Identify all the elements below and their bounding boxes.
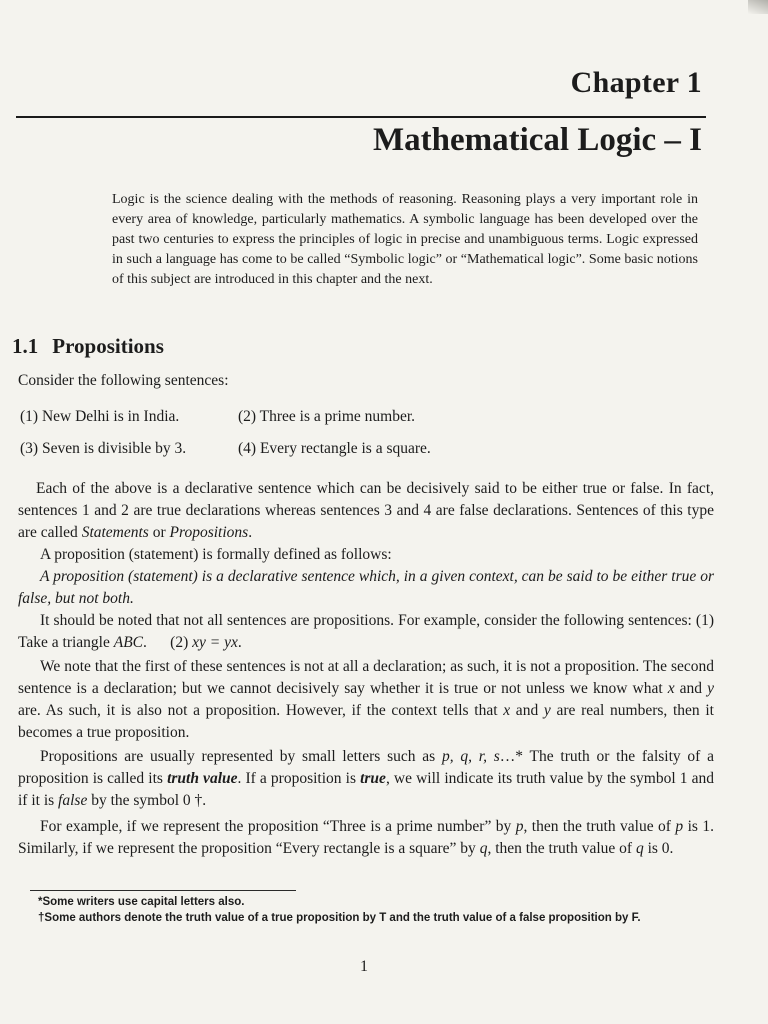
section-number: 1.1 bbox=[12, 334, 39, 358]
chapter-divider bbox=[16, 116, 706, 118]
paragraph-definition: A proposition (statement) is a declarative sentence which, in a given context, can be said to be either true or false, but not both. bbox=[18, 568, 714, 607]
paragraph-definition-intro: A proposition (statement) is formally defined as follows: bbox=[40, 546, 392, 563]
text-run: . (2) bbox=[143, 634, 193, 651]
math-term: ABC bbox=[113, 634, 144, 651]
example-sentence: (2) Three is a prime number. bbox=[238, 408, 416, 425]
text-run: are real numbers, then it becomes a true proposition. bbox=[18, 702, 714, 741]
footnote-divider bbox=[30, 890, 296, 891]
term-true: true bbox=[360, 770, 386, 787]
text-run: are. As such, it is also not a proposition. However, if the context tells that bbox=[18, 702, 504, 719]
paragraph-declarative bbox=[18, 478, 714, 544]
math-term: x bbox=[503, 702, 511, 719]
text-run: . If a proposition is bbox=[237, 770, 361, 787]
text-run: is 0. bbox=[643, 840, 674, 857]
text-run: . bbox=[237, 634, 242, 651]
paragraph-truth-value bbox=[18, 746, 714, 812]
section-lead: Consider the following sentences: bbox=[18, 372, 229, 389]
paragraph-not-propositions bbox=[18, 610, 714, 654]
math-term: p bbox=[515, 818, 524, 835]
term-statements: Statements bbox=[81, 524, 149, 541]
paragraph-example bbox=[18, 816, 714, 860]
example-sentence: (3) Seven is divisible by 3. bbox=[20, 440, 187, 457]
chapter-label: Chapter 1 bbox=[570, 66, 702, 99]
math-term: xy = yx bbox=[192, 634, 238, 651]
text-run: We note that the first of these sentences is not at all a declaration; as such, it is not a proposition. The second sentence is a declaration; but we cannot decisively say whether it is true or not unless we know what bbox=[18, 658, 714, 697]
paragraph-analysis bbox=[18, 656, 714, 744]
text-run: , we will indicate its truth value by the symbol 1 and if it is bbox=[18, 770, 714, 809]
example-sentence: (1) New Delhi is in India. bbox=[20, 408, 180, 425]
text-run: , then the truth value of bbox=[487, 840, 636, 857]
term-propositions: Propositions bbox=[169, 524, 249, 541]
footnote: †Some authors denote the truth value of a true proposition by T and the truth value of a false proposition by F. bbox=[38, 912, 641, 924]
math-term: q bbox=[635, 840, 644, 857]
text-run: . bbox=[248, 524, 253, 541]
term-false: false bbox=[58, 792, 88, 809]
math-term: q bbox=[479, 840, 488, 857]
intro-paragraph: Logic is the science dealing with the methods of reasoning. Reasoning plays a very important role in every area of knowledge, particularly mathematics. A symbolic language has been developed over the past two centuries to express the principles of logic in precise and unambiguous terms. Logic expressed in such a language has come to be called “Symbolic logic” or “Mathematical logic”. Some basic notions of this subject are introduced in this chapter and the next. bbox=[112, 192, 698, 287]
page-number: 1 bbox=[360, 958, 368, 975]
chapter-title: Mathematical Logic – I bbox=[372, 122, 702, 158]
example-sentence: (4) Every rectangle is a square. bbox=[238, 440, 431, 457]
section-title: Propositions bbox=[52, 334, 164, 358]
term-truth-value: truth value bbox=[167, 770, 238, 787]
text-run: is 1. Similarly, if we represent the proposition “Every rectangle is a square” by bbox=[18, 818, 715, 857]
text-run: and bbox=[510, 702, 544, 719]
text-run: It should be noted that not all sentences are propositions. For example, consider the following sentences: (1) Take a triangle bbox=[18, 612, 714, 651]
text-run: Propositions are usually represented by small letters such as bbox=[40, 748, 442, 765]
text-run: or bbox=[148, 524, 170, 541]
text-run: For example, if we represent the proposition “Three is a prime number” by bbox=[40, 818, 516, 835]
math-term: y bbox=[707, 680, 714, 697]
math-term: p bbox=[675, 818, 684, 835]
footnote: *Some writers use capital letters also. bbox=[38, 896, 245, 908]
section-heading bbox=[12, 334, 164, 359]
text-run: Each of the above is a declarative sentence which can be decisively said to be either true or false. In fact, sentences 1 and 2 are true declarations whereas sentences 3 and 4 are false declarations. Sentences of this type are called bbox=[18, 480, 714, 541]
math-term: x bbox=[667, 680, 675, 697]
example-row bbox=[20, 440, 431, 458]
text-run: and bbox=[674, 680, 708, 697]
page-corner-shadow bbox=[748, 0, 768, 14]
text-run: …* The truth or the falsity of a proposition is called its bbox=[18, 748, 714, 787]
math-term: p, q, r, s bbox=[441, 748, 500, 765]
example-row bbox=[20, 408, 415, 426]
text-run: by the symbol 0 †. bbox=[87, 792, 207, 809]
math-term: y bbox=[543, 702, 551, 719]
text-run: , then the truth value of bbox=[523, 818, 676, 835]
